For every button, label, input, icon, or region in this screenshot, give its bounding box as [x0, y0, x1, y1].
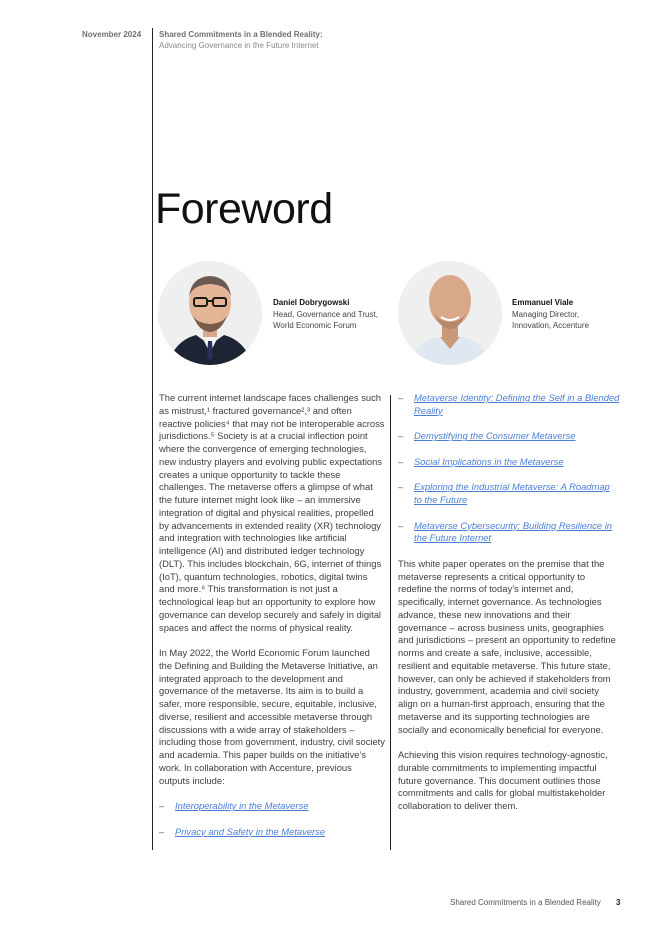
left-vertical-rule: [152, 28, 153, 850]
list-item: – Demystifying the Consumer Metaverse: [398, 430, 576, 442]
header-title: Shared Commitments in a Blended Reality:: [159, 30, 323, 39]
column-divider-rule: [390, 395, 391, 850]
author-block-2: [512, 297, 589, 332]
left-text-column: [159, 392, 385, 838]
portrait-illustration-2: [398, 261, 502, 365]
page-heading: Foreword: [155, 185, 333, 233]
vision-paragraph: Achieving this vision requires technology-agnostic, durable commitments to implementing impactful future governance. This document outlines those commitments and calls for global multistakeholder collaboration to deliver them.: [398, 749, 608, 811]
list-item: – Social Implications in the Metaverse: [398, 455, 564, 467]
previous-outputs-list-continued: [398, 392, 620, 545]
link-social-implications[interactable]: Social Implications in the Metaverse: [414, 455, 564, 467]
author-org: World Economic Forum: [273, 321, 357, 330]
page-number: 3: [616, 898, 621, 907]
author-name: Emmanuel Viale: [512, 298, 574, 307]
list-item: – Privacy and Safety in the Metaverse: [159, 825, 326, 837]
author-block-1: [273, 297, 378, 332]
author-name: Daniel Dobrygowski: [273, 298, 350, 307]
author-role: Head, Governance and Trust,: [273, 309, 378, 319]
link-metaverse-identity[interactable]: Metaverse Identity: Defining the Self in a Blended Reality: [414, 392, 620, 416]
premise-paragraph: This white paper operates on the premise that the metaverse represents a critical opportunity to redefine the norms of today’s internet and, specifically, internet governance. As technologies advance, these new innovations and their governance – across business units, geographies and jurisdictions – present an opportunity to redefine norms and create a safe, inclusive, accessible, resilient and equitable metaverse. This future state, however, can only be achieved if stakeholders from industry, government, academia and civil society align on a human-first approach, ensuring that the metaverse and its supporting technologies are socially and economically beneficial for everyone.: [398, 557, 616, 735]
list-item: – Metaverse Cybersecurity: Building Resilience in the Future Internet: [398, 519, 613, 544]
footer-title: Shared Commitments in a Blended Reality: [450, 898, 601, 907]
author-photo-emmanuel-viale: [398, 261, 502, 365]
header-date: November 2024: [82, 30, 142, 39]
list-item: – Interoperability in the Metaverse: [159, 800, 309, 811]
list-item: – Metaverse Identity: Defining the Self in a Blended Reality: [398, 392, 620, 416]
previous-outputs-list: [159, 800, 385, 838]
link-privacy-safety[interactable]: Privacy and Safety in the Metaverse: [175, 825, 326, 837]
link-industrial-metaverse[interactable]: Exploring the Industrial Metaverse: A Roadmap to the Future: [414, 481, 610, 505]
author-photo-daniel-dobrygowski: [158, 261, 262, 365]
link-cybersecurity[interactable]: Metaverse Cybersecurity: Building Resilience in the Future Internet: [414, 519, 613, 544]
portrait-illustration-1: [158, 261, 262, 365]
author-org: Innovation, Accenture: [512, 321, 589, 330]
initiative-paragraph: In May 2022, the World Economic Forum launched the Defining and Building the Metaverse Initiative, an integrated approach to the development and governance of the metaverse. Its aim is to build a safer, more responsible, secure, equitable, inclusive, diverse, resilient and accessible metaverse through discussions with a wide array of stakeholders – including those from government, industry, civil society and academia. This paper builds on the initiative’s work. In collaboration with Accenture, previous outputs include:: [159, 647, 385, 786]
header-subtitle: Advancing Governance in the Future Internet: [159, 41, 319, 50]
list-item: – Exploring the Industrial Metaverse: A Roadmap to the Future: [398, 481, 610, 505]
link-consumer-metaverse[interactable]: Demystifying the Consumer Metaverse: [414, 430, 576, 442]
link-interoperability[interactable]: Interoperability in the Metaverse: [175, 800, 309, 811]
author-role: Managing Director,: [512, 309, 580, 319]
right-text-column: [398, 392, 620, 813]
intro-paragraph: The current internet landscape faces challenges such as mistrust,¹ fractured governance²,³ and often reactive policies⁴ that may not be interoperable across jurisdictions.⁵ Society is at a crucial inflection point where the convergence of emerging technologies, new industry players and evolving public expectations creates a unique opportunity to tackle these challenges. The metaverse offers a glimpse of what the future internet might look like – an immersive integration of digital and physical realities, propelled by advancements in extended reality (XR) technology and integration with technologies like artificial intelligence (AI) and distributed ledger technology (DLT). This includes blockchain, 6G, internet of things (IoT), quantum technologies, robotics, digital twins and more.⁶ This transformation is not just a technological leap but an opportunity to explore how governance can develop securely and safely in digital spaces and affect the norms of physical reality.: [159, 392, 385, 633]
